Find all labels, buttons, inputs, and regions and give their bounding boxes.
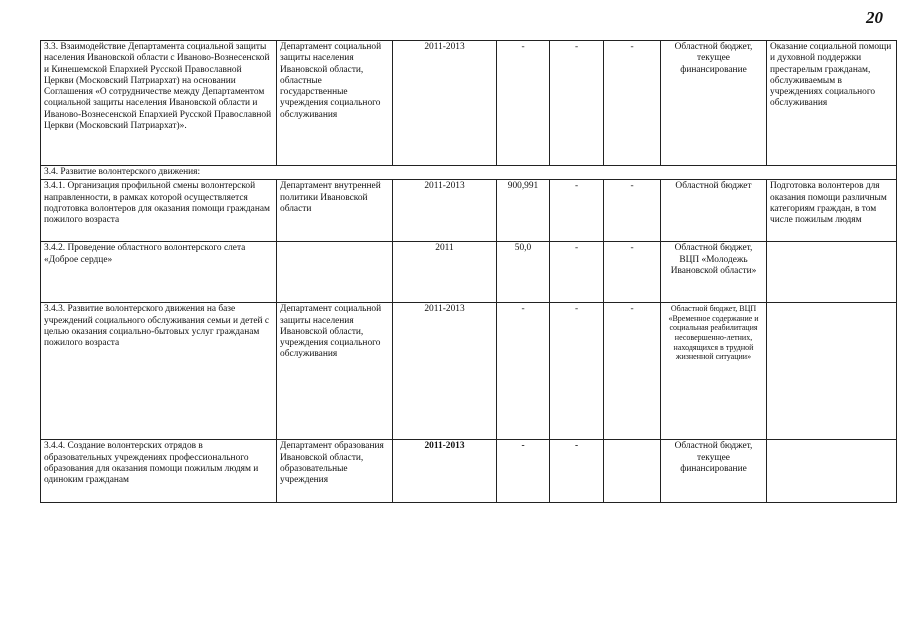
result-cell: Оказание социальной помощи и духовной поддержки престарелым гражданам, обслуживаемым в учреждениях социального обслуживания <box>767 41 897 166</box>
funding-2013-cell: - <box>604 303 661 440</box>
years-cell: 2011-2013 <box>393 41 497 166</box>
funding-2013-cell: - <box>604 41 661 166</box>
activity-cell: 3.4.3. Развитие волонтерского движения на базе учреждений социального обслуживания семьи и детей с целью оказания социально-бытовых услуг гражданам пожилого возраста <box>41 303 277 440</box>
funding-2012-cell: - <box>550 242 604 303</box>
years-cell: 2011-2013 <box>393 440 497 503</box>
executor-cell: Департамент внутренней политики Ивановской области <box>277 180 393 242</box>
funding-2012-cell: - <box>550 41 604 166</box>
funding-2012-cell: - <box>550 303 604 440</box>
page-number: 20 <box>866 8 883 27</box>
activity-cell: 3.3. Взаимодействие Департамента социальной защиты населения Ивановской области с Иваново-Вознесенской и Кинешемской Епархией Русской Православной Церкви (Московский Патриархат) на основании Соглашения «О сотрудничестве между Департаментом социальной защиты населения Ивановской области и Иваново-Вознесенской Епархией Русской Православной Церкви (Московский Патриархат)». <box>41 41 277 166</box>
activity-cell: 3.4.4. Создание волонтерских отрядов в образовательных учреждениях профессионального образования для оказания помощи пожилым людям и одиноким гражданам <box>41 440 277 503</box>
section-title: 3.4. Развитие волонтерского движения: <box>41 166 897 180</box>
funding-2011-cell: - <box>497 303 550 440</box>
result-cell <box>767 303 897 440</box>
years-cell: 2011-2013 <box>393 180 497 242</box>
result-cell: Подготовка волонтеров для оказания помощи различным категориям граждан, в том числе пожилым людям <box>767 180 897 242</box>
table-row <box>41 440 897 503</box>
source-cell: Областной бюджет, текущее финансирование <box>661 41 767 166</box>
years-cell: 2011 <box>393 242 497 303</box>
funding-2012-cell: - <box>550 440 604 503</box>
result-cell <box>767 242 897 303</box>
funding-2011-cell: - <box>497 440 550 503</box>
funding-2013-cell <box>604 440 661 503</box>
table-row <box>41 41 897 166</box>
table-row <box>41 303 897 440</box>
section-row <box>41 166 897 180</box>
executor-cell: Департамент образования Ивановской области, образовательные учреждения <box>277 440 393 503</box>
table-row <box>41 180 897 242</box>
executor-cell: Департамент социальной защиты населения Ивановской области, областные государственные учреждения социального обслуживания <box>277 41 393 166</box>
funding-2011-cell: 50,0 <box>497 242 550 303</box>
activity-cell: 3.4.2. Проведение областного волонтерского слета «Доброе сердце» <box>41 242 277 303</box>
funding-2013-cell: - <box>604 242 661 303</box>
funding-2011-cell: - <box>497 41 550 166</box>
activity-cell: 3.4.1. Организация профильной смены волонтерской направленности, в рамках которой осуществляется подготовка волонтеров для оказания помощи гражданам пожилого возраста <box>41 180 277 242</box>
source-cell: Областной бюджет <box>661 180 767 242</box>
source-cell: Областной бюджет, текущее финансирование <box>661 440 767 503</box>
executor-cell: Департамент социальной защиты населения Ивановской области, учреждения социального обслуживания <box>277 303 393 440</box>
program-activities-table <box>40 40 897 503</box>
years-cell: 2011-2013 <box>393 303 497 440</box>
funding-2011-cell: 900,991 <box>497 180 550 242</box>
funding-2013-cell: - <box>604 180 661 242</box>
source-cell: Областной бюджет, ВЦП «Временное содержание и социальная реабилитация несовершенно-летних, находящихся в трудной жизненной ситуации» <box>661 303 767 440</box>
source-cell: Областной бюджет, ВЦП «Молодежь Ивановской области» <box>661 242 767 303</box>
table-row <box>41 242 897 303</box>
funding-2012-cell: - <box>550 180 604 242</box>
executor-cell <box>277 242 393 303</box>
result-cell <box>767 440 897 503</box>
